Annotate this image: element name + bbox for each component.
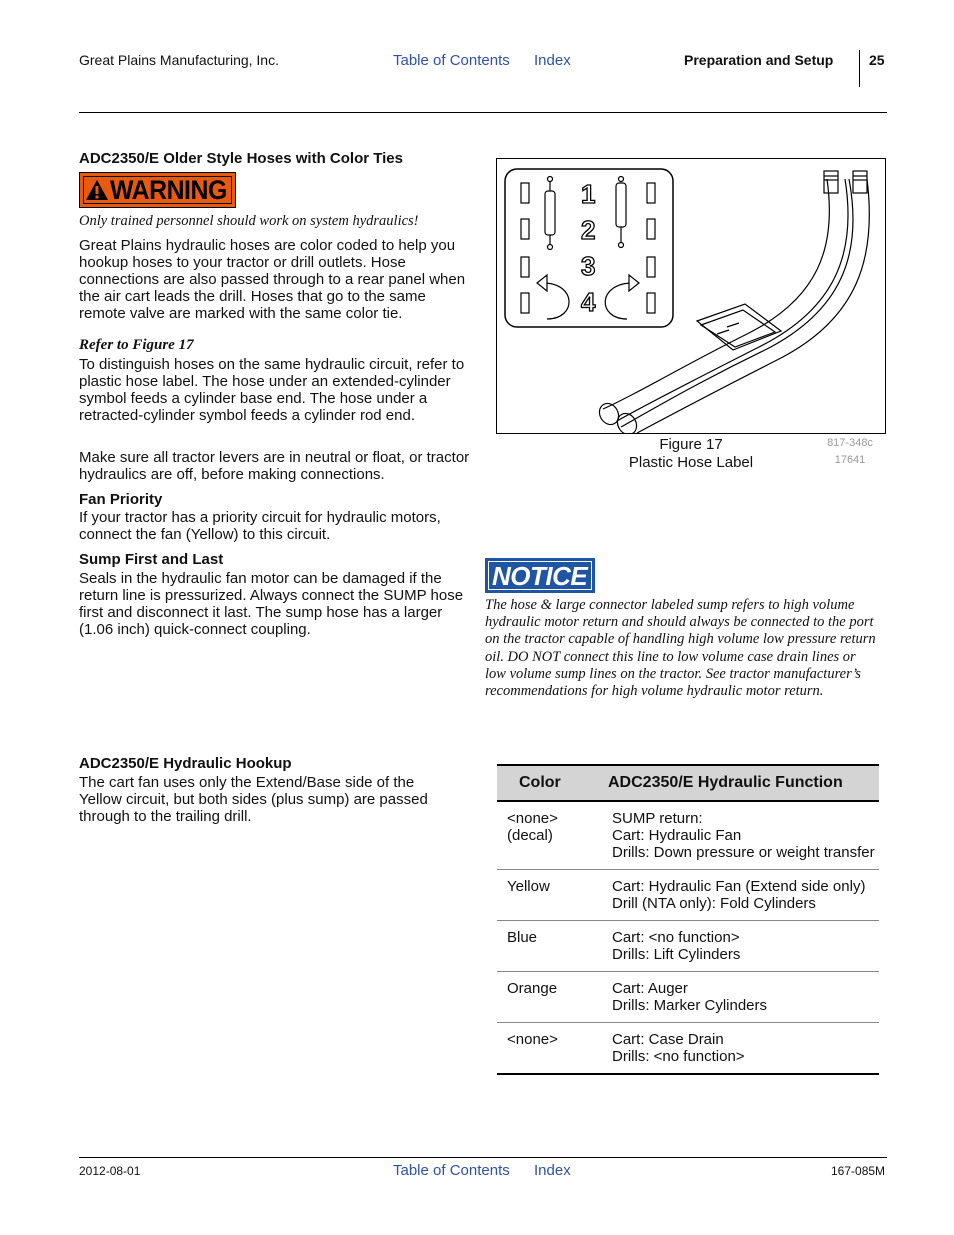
table-cell-function: Cart: Auger Drills: Marker Cylinders	[602, 972, 879, 1023]
figure-ref-2: 17641	[834, 454, 866, 466]
warning-label: WARNING	[110, 175, 227, 205]
figure-ref-1: 817-348c	[827, 437, 873, 449]
table-header-color: Color	[497, 765, 602, 801]
fan-priority-text: If your tractor has a priority circuit for hydraulic motors, connect the fan (Yellow) to this circuit.	[79, 509, 441, 543]
table-cell-color: <none>	[497, 1023, 602, 1075]
table-row	[497, 801, 879, 870]
hydraulic-hookup-text: The cart fan uses only the Extend/Base side of the Yellow circuit, but both sides (plus sump) are passed through to the trailing drill.	[79, 774, 428, 825]
footer-rule	[79, 1157, 887, 1158]
table-cell-function: SUMP return: Cart: Hydraulic Fan Drills: Down pressure or weight transfer	[602, 801, 879, 870]
hose-label-illustration	[497, 159, 885, 433]
table-row	[497, 921, 879, 972]
notice-text: The hose & large connector labeled sump refers to high volume hydraulic motor return and should always be connected to the port on the tractor capable of handling high volume low pressure return oil. DO NOT connect this line to low volume case drain lines or low volume sump lines on the tractor. See tractor manufacturer’s recommendations for high volume hydraulic motor return.	[485, 597, 876, 700]
table-cell-color: <none> (decal)	[497, 801, 602, 870]
warning-sign	[79, 172, 236, 208]
header-toc-link[interactable]: Table of Contents	[393, 52, 510, 69]
hydraulic-hookup-heading: ADC2350/E Hydraulic Hookup	[79, 755, 292, 772]
table-cell-function: Cart: <no function> Drills: Lift Cylinders	[602, 921, 879, 972]
header-index-link[interactable]: Index	[534, 52, 571, 69]
footer-date: 2012-08-01	[79, 1164, 141, 1178]
table-cell-color: Orange	[497, 972, 602, 1023]
label-number-4: 4	[581, 287, 596, 317]
footer-doc-number: 167-085M	[831, 1164, 886, 1178]
figure-reference: Refer to Figure 17	[79, 337, 194, 353]
notice-label: NOTICE	[492, 561, 588, 591]
distinguish-paragraph: To distinguish hoses on the same hydraulic circuit, refer to plastic hose label. The hose under an extended-cylinder symbol feeds a cylinder base end. The hose under a retracted-cylinder symbol feeds a cylinder rod end.	[79, 356, 465, 424]
sump-text: Seals in the hydraulic fan motor can be damaged if the return line is pressurized. Always connect the SUMP hose first and disconnect it last. The sump hose has a larger (1.06 inch) quick-connect coupling.	[79, 570, 464, 638]
footer-toc-link[interactable]: Table of Contents	[393, 1162, 510, 1179]
label-number-2: 2	[581, 215, 596, 245]
table-header-function: ADC2350/E Hydraulic Function	[602, 765, 879, 801]
fan-priority-heading: Fan Priority	[79, 491, 163, 508]
table-row	[497, 972, 879, 1023]
figure-number: Figure 17	[659, 436, 723, 453]
notice-sign	[485, 558, 595, 593]
table-cell-function: Cart: Case Drain Drills: <no function>	[602, 1023, 879, 1075]
hydraulic-function-table	[497, 764, 879, 1075]
page-number: 25	[869, 52, 885, 68]
figure-ref-codes	[820, 435, 880, 469]
label-number-3: 3	[581, 251, 596, 281]
sump-heading: Sump First and Last	[79, 551, 224, 568]
header-rule	[79, 112, 887, 113]
section-title: Preparation and Setup	[684, 52, 834, 68]
table-row	[497, 870, 879, 921]
hose-label-figure	[496, 158, 886, 434]
warning-text: Only trained personnel should work on system hydraulics!	[79, 213, 419, 229]
table-row	[497, 1023, 879, 1075]
levers-paragraph: Make sure all tractor levers are in neutral or float, or tractor hydraulics are off, before making connections.	[79, 449, 470, 483]
footer-index-link[interactable]: Index	[534, 1162, 571, 1179]
header-divider	[859, 50, 860, 87]
company-name: Great Plains Manufacturing, Inc.	[79, 52, 279, 68]
table-cell-function: Cart: Hydraulic Fan (Extend side only) Drill (NTA only): Fold Cylinders	[602, 870, 879, 921]
table-cell-color: Yellow	[497, 870, 602, 921]
table-cell-color: Blue	[497, 921, 602, 972]
section-heading-older-hoses: ADC2350/E Older Style Hoses with Color Ties	[79, 150, 403, 167]
figure-title: Plastic Hose Label	[628, 454, 754, 471]
intro-paragraph: Great Plains hydraulic hoses are color coded to help you hookup hoses to your tractor or drill outlets. Hose connections are also passed through to a rear panel when the air cart leads the drill. Hoses that go to the same remote valve are marked with the same color tie.	[79, 237, 466, 322]
warning-triangle-icon	[85, 179, 109, 201]
label-number-1: 1	[581, 179, 596, 209]
